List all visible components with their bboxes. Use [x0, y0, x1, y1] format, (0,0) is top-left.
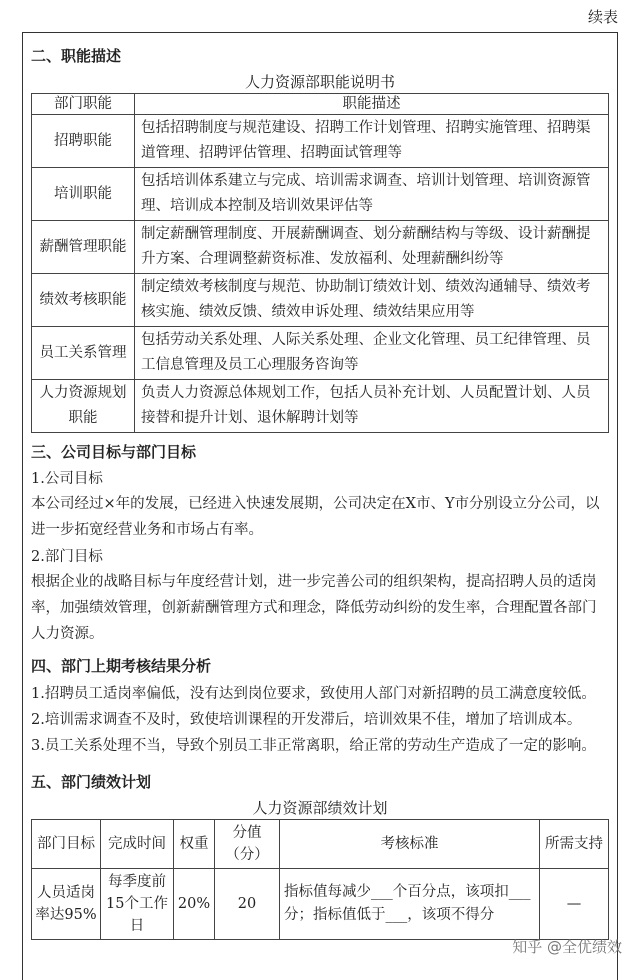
function-desc: 包括劳动关系处理、人际关系处理、企业文化管理、员工纪律管理、员工信息管理及员工心理服务咨询等: [135, 327, 609, 380]
score-cell: 20: [215, 869, 280, 940]
header-function-desc: 职能描述: [135, 94, 609, 115]
function-name: 招聘职能: [32, 115, 135, 168]
table-row: [32, 221, 609, 274]
function-table: [31, 93, 609, 433]
header-standard: 考核标准: [280, 820, 540, 869]
function-name: 薪酬管理职能: [32, 221, 135, 274]
header-support: 所需支持: [540, 820, 609, 869]
function-desc: 包括招聘制度与规范建设、招聘工作计划管理、招聘实施管理、招聘渠道管理、招聘评估管理、招聘面试管理等: [135, 115, 609, 168]
company-goal-title: 1.公司目标: [31, 471, 103, 487]
standard-cell: 指标值每减少___个百分点，该项扣___分；指标值低于___，该项不得分: [280, 869, 540, 940]
goal-cell: 人员适岗率达95%: [32, 869, 101, 940]
weight-cell: 20%: [174, 869, 215, 940]
dept-goal-text: 根据企业的战略目标与年度经营计划，进一步完善公司的组织架构，提高招聘人员的适岗率，加强绩效管理，创新薪酬管理方式和理念，降低劳动纠纷的发生率，合理配置各部门人力资源。: [31, 574, 597, 642]
perf-table-title: 人力资源部绩效计划: [252, 799, 388, 817]
header-score: 分值（分）: [215, 820, 280, 869]
header-goal: 部门目标: [32, 820, 101, 869]
support-cell: —: [540, 869, 609, 940]
function-table-header: [32, 94, 609, 115]
function-name: 员工关系管理: [32, 327, 135, 380]
section3-heading: 三、公司目标与部门目标: [31, 443, 197, 461]
function-desc: 制定薪酬管理制度、开展薪酬调查、划分薪酬结构与等级、设计薪酬提升方案、合理调整薪资标准、发放福利、处理薪酬纠纷等: [135, 221, 609, 274]
analysis-item-1: 1.招聘员工适岗率偏低，没有达到岗位要求，致使用人部门对新招聘的员工满意度较低。: [31, 686, 596, 702]
section2-heading: 二、职能描述: [31, 47, 122, 65]
perf-table: [31, 819, 609, 940]
table-row: [32, 274, 609, 327]
table-row: [32, 168, 609, 221]
continued-label: 续表: [587, 8, 618, 26]
function-name: 人力资源规划职能: [32, 380, 135, 433]
function-name: 绩效考核职能: [32, 274, 135, 327]
document-frame: [22, 32, 618, 980]
perf-table-header: [32, 820, 609, 869]
header-weight: 权重: [174, 820, 215, 869]
table-row: [32, 380, 609, 433]
time-cell: 每季度前15个工作日: [101, 869, 174, 940]
dept-goal-title: 2.部门目标: [31, 549, 103, 565]
table-row: [32, 869, 609, 940]
analysis-item-2: 2.培训需求调查不及时，致使培训课程的开发滞后，培训效果不佳，增加了培训成本。: [31, 712, 582, 728]
section4-heading: 四、部门上期考核结果分析: [31, 657, 212, 675]
table-row: [32, 115, 609, 168]
company-goal-text: 本公司经过×年的发展，已经进入快速发展期，公司决定在X市、Y市分别设立分公司，以进一步拓宽经营业务和市场占有率。: [31, 496, 600, 538]
function-name: 培训职能: [32, 168, 135, 221]
function-desc: 负责人力资源总体规划工作，包括人员补充计划、人员配置计划、人员接替和提升计划、退休解聘计划等: [135, 380, 609, 433]
analysis-item-3: 3.员工关系处理不当，导致个别员工非正常离职，给正常的劳动生产造成了一定的影响。: [31, 738, 596, 754]
section5-heading: 五、部门绩效计划: [31, 773, 152, 791]
header-dept-function: 部门职能: [32, 94, 135, 115]
header-time: 完成时间: [101, 820, 174, 869]
function-desc: 包括培训体系建立与完成、培训需求调查、培训计划管理、培训资源管理、培训成本控制及培训效果评估等: [135, 168, 609, 221]
watermark: 知乎 @全优绩效: [512, 938, 622, 956]
function-desc: 制定绩效考核制度与规范、协助制订绩效计划、绩效沟通辅导、绩效考核实施、绩效反馈、绩效申诉处理、绩效结果应用等: [135, 274, 609, 327]
function-table-title: 人力资源部职能说明书: [244, 73, 395, 91]
table-row: [32, 327, 609, 380]
